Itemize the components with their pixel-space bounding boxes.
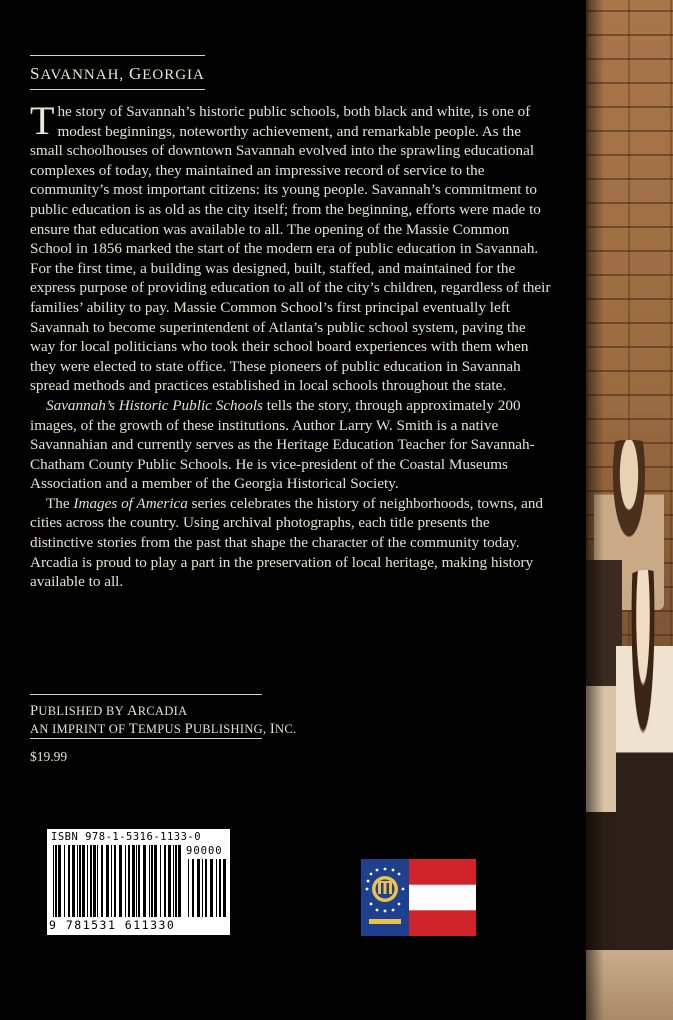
barcode-stripe xyxy=(55,845,57,917)
barcode-stripe xyxy=(151,845,153,917)
barcode-stripe xyxy=(210,859,213,917)
book-title: Savannah’s Historic Public Schools xyxy=(46,396,263,414)
publisher-rule-top xyxy=(30,694,262,695)
barcode-stripe xyxy=(223,859,226,917)
barcode-stripe xyxy=(160,845,161,917)
isbn-barcode xyxy=(47,829,230,935)
barcode-stripe xyxy=(178,845,181,917)
addon-barcode-bars xyxy=(188,859,226,917)
photo-edge-shadow xyxy=(586,0,604,1020)
barcode-stripe xyxy=(192,859,194,917)
barcode-stripe xyxy=(114,845,116,917)
publisher-info xyxy=(30,702,296,738)
barcode-stripe xyxy=(149,845,150,917)
barcode-stripe xyxy=(168,845,171,917)
barcode-stripe xyxy=(64,845,65,917)
photo-student-3 xyxy=(616,570,673,950)
georgia-state-flag-icon xyxy=(361,859,476,936)
drop-cap: T xyxy=(30,98,55,143)
barcode-stripe xyxy=(90,845,92,917)
publisher-line-2: AN IMPRINT OF TEMPUS PUBLISHING, INC. xyxy=(30,721,297,737)
barcode-stripe xyxy=(82,845,85,917)
barcode-stripe xyxy=(101,845,103,917)
cover-photo-strip xyxy=(586,0,673,1020)
barcode-stripe xyxy=(205,859,207,917)
barcode-stripe xyxy=(93,845,96,917)
barcode-stripe xyxy=(202,859,203,917)
barcode-stripe xyxy=(58,845,61,917)
barcode-stripe xyxy=(197,859,200,917)
barcode-stripe xyxy=(119,845,122,917)
barcode-stripe xyxy=(136,845,137,917)
location-heading: SAVANNAH, GEORGIA xyxy=(30,64,205,83)
isbn-number: ISBN 978-1-5316-1133-0 xyxy=(51,831,202,843)
price: $19.99 xyxy=(30,749,68,764)
barcode-stripe xyxy=(79,845,81,917)
publisher-line-1: PUBLISHED BY ARCADIA xyxy=(30,703,188,719)
barcode-stripe xyxy=(216,859,217,917)
barcode-stripe xyxy=(106,845,109,917)
barcode-stripe xyxy=(111,845,112,917)
barcode-stripe xyxy=(164,845,166,917)
header-rule-top xyxy=(30,55,205,56)
barcode-stripe xyxy=(188,859,189,917)
paragraph-history: The story of Savannah’s historic public schools, both black and white, is one of modest beginnings, noteworthy achievement, and remarkable people. As the small schoolhouses of downtown Savannah evolved into the sprawling educational complexes of today, they maintained an impressive record of service to the community’s most important citizens: its young people. Savannah’s commitment to public education is as old as the city itself; from the beginning, efforts were made to ensure that education was available to all. The opening of the Massie Common School in 1856 marked the start of the modern era of public education in Savannah. For the first time, a building was designed, built, staffed, and maintained for the express purpose of providing education to all of the city’s children, regardless of their families’ ability to pay. Massie Common School’s first principal eventually left Savannah to become superintendent of Atlanta’s public school system, paving the way for local politicians who took their school board experiences with them when they were elected to state office. These pioneers of public education in Savannah spread methods and practices established in local schools throughout the state. xyxy=(30,98,551,395)
barcode-stripe xyxy=(154,845,157,917)
barcode-stripe xyxy=(219,859,221,917)
barcode-stripe xyxy=(128,845,130,917)
paragraph-book: Savannah’s Historic Public Schools tells the story, through approximately 200 images, of the growth of these institutions. Author Larry W. Smith is a native Savannahian and currently serves as the Heritage Education Teacher for Savannah-Chatham County Public Schools. He is vice-president of the Coastal Museums Association and a member of the Georgia Historical Society. xyxy=(30,396,535,493)
barcode-stripe xyxy=(173,845,174,917)
ean-number: 9 781531 611330 xyxy=(49,918,176,932)
barcode-stripe xyxy=(72,845,75,917)
barcode-stripe xyxy=(77,845,78,917)
price-code: 90000 xyxy=(186,845,223,857)
paragraph-series: The Images of America series celebrates the history of neighborhoods, towns, and cities across the country. Using archival photographs, each title presents the distinctive stories from the past that shape the character of the community today. Arcadia is proud to play a part in the preservation of local heritage, making history available to all. xyxy=(30,494,544,591)
barcode-stripe xyxy=(68,845,70,917)
barcode-stripe xyxy=(97,845,98,917)
barcode-stripe xyxy=(125,845,126,917)
ean-barcode-bars xyxy=(53,845,181,917)
publisher-rule-bottom xyxy=(30,738,262,739)
description-text xyxy=(30,98,552,592)
barcode-stripe xyxy=(132,845,135,917)
header-rule-bottom xyxy=(30,89,205,90)
barcode-stripe xyxy=(87,845,88,917)
barcode-stripe xyxy=(175,845,177,917)
barcode-stripe xyxy=(53,845,54,917)
barcode-stripe xyxy=(143,845,146,917)
barcode-stripe xyxy=(138,845,140,917)
series-title: Images of America xyxy=(73,494,188,512)
